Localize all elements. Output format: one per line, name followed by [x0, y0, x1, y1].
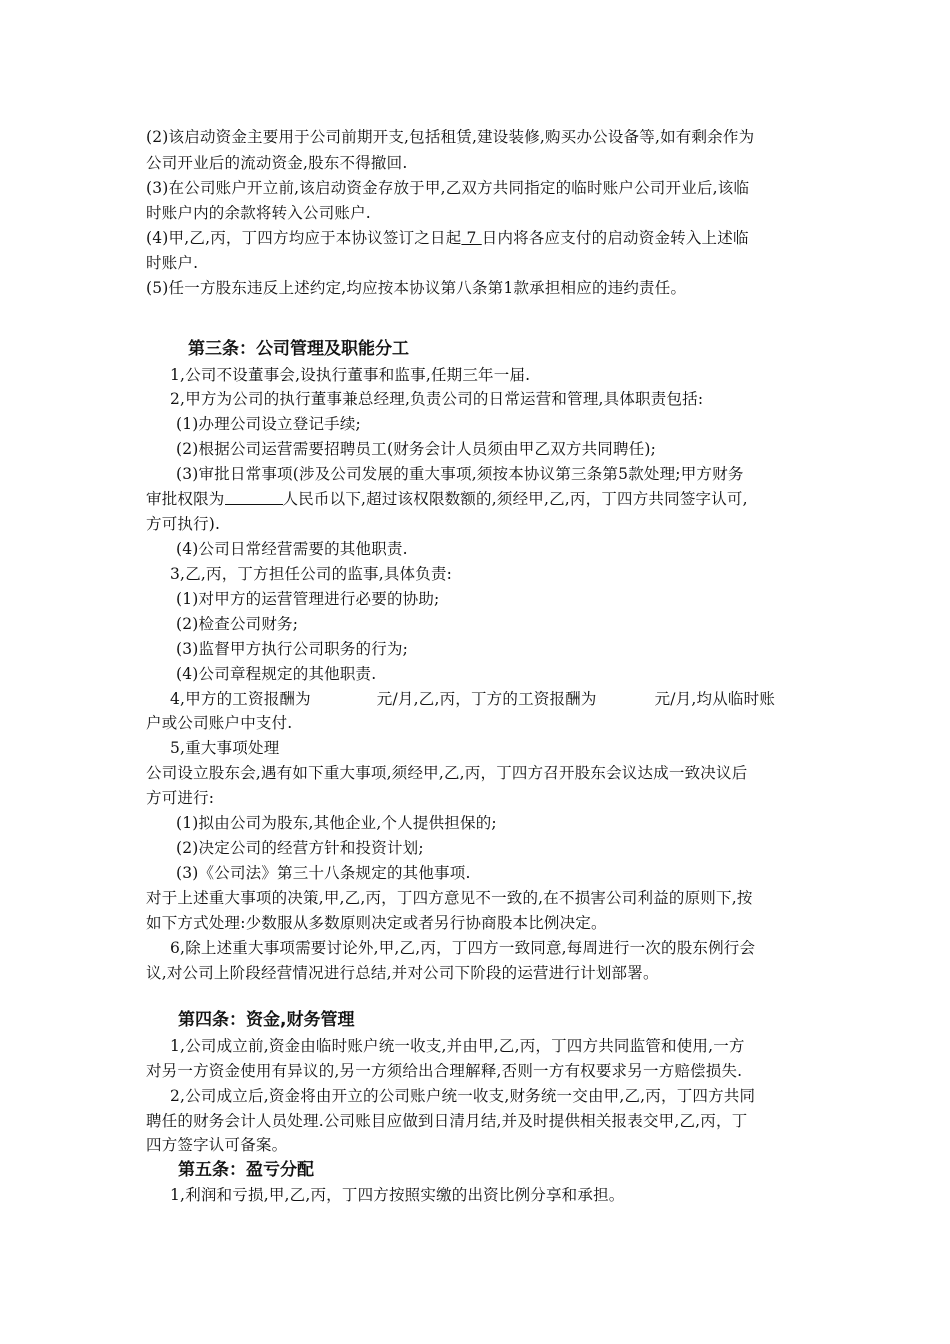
- text-line: (2)该启动资金主要用于公司前期开支,包括租赁,建设装修,购买办公设备等,如有剩余作为: [146, 128, 755, 146]
- text-line: [146, 488, 748, 510]
- text-line: 6,除上述重大事项需要讨论外,甲,乙,丙，丁四方一致同意,每周进行一次的股东例行会: [170, 939, 756, 957]
- text-line: [146, 227, 749, 249]
- text-line: 方可进行:: [146, 789, 215, 807]
- section-heading-4: 第四条：资金,财务管理: [178, 1010, 355, 1030]
- text-line: 5,重大事项处理: [170, 739, 280, 757]
- section-heading-5: 第五条：盈亏分配: [178, 1160, 314, 1180]
- text-line: 方可执行).: [146, 515, 221, 533]
- blank-field: [225, 489, 283, 505]
- text-line: 2,甲方为公司的执行董事兼总经理,负责公司的日常运营和管理,具体职责包括:: [170, 390, 704, 408]
- text-line: (3)在公司账户开立前,该启动资金存放于甲,乙双方共同指定的临时账户公司开业后,该临: [146, 179, 750, 197]
- text-fragment: 审批权限为: [146, 490, 225, 508]
- text-line: 户或公司账户中支付.: [146, 714, 293, 732]
- text-line: (3)审批日常事项(涉及公司发展的重大事项,须按本协议第三条第5款处理;甲方财务: [176, 465, 744, 483]
- text-fragment: 元/月,乙,丙，丁方的工资报酬为: [376, 690, 597, 708]
- text-line: 公司开业后的流动资金,股东不得撤回.: [146, 154, 408, 172]
- text-line: 聘任的财务会计人员处理.公司账目应做到日清月结,并及时提供相关报表交甲,乙,丙，丁: [146, 1112, 748, 1130]
- text-fragment: 4,甲方的工资报酬为: [170, 690, 311, 708]
- days-value: 7: [461, 229, 482, 247]
- text-line: (3)监督甲方执行公司职务的行为;: [176, 640, 409, 658]
- text-line: [170, 688, 775, 710]
- text-line: 时账户内的余款将转入公司账户.: [146, 204, 371, 222]
- text-line: 1,利润和亏损,甲,乙,丙，丁四方按照实缴的出资比例分享和承担。: [170, 1186, 625, 1204]
- text-line: (1)办理公司设立登记手续;: [176, 415, 361, 433]
- section-heading-3: 第三条：公司管理及职能分工: [188, 339, 409, 359]
- text-line: 议,对公司上阶段经营情况进行总结,并对公司下阶段的运营进行计划部署。: [146, 964, 659, 982]
- text-line: 四方签字认可备案。: [146, 1136, 288, 1154]
- text-line: 公司设立股东会,遇有如下重大事项,须经甲,乙,丙，丁四方召开股东会议达成一致决议后: [146, 764, 748, 782]
- text-line: 2,公司成立后,资金将由开立的公司账户统一收支,财务统一交由甲,乙,丙，丁四方共同: [170, 1087, 756, 1105]
- text-fragment: 元/月,均从临时账: [654, 690, 776, 708]
- text-line: (3)《公司法》第三十八条规定的其他事项.: [176, 864, 471, 882]
- text-line: (1)对甲方的运营管理进行必要的协助;: [176, 590, 440, 608]
- text-line: (5)任一方股东违反上述约定,均应按本协议第八条第1款承担相应的违约责任。: [146, 279, 687, 297]
- text-line: 3,乙,丙，丁方担任公司的监事,具体负责:: [170, 565, 453, 583]
- text-fragment: 人民币以下,超过该权限数额的,须经甲,乙,丙，丁四方共同签字认可,: [282, 490, 748, 508]
- text-fragment: (4)甲,乙,丙，丁四方均应于本协议签订之日起: [146, 229, 462, 247]
- text-line: 对于上述重大事项的决策,甲,乙,丙，丁四方意见不一致的,在不损害公司利益的原则下,按: [146, 889, 753, 907]
- text-line: 时账户.: [146, 254, 199, 272]
- text-line: 1,公司成立前,资金由临时账户统一收支,并由甲,乙,丙，丁四方共同监管和使用,一方: [170, 1037, 745, 1055]
- text-line: 1,公司不设董事会,设执行董事和监事,任期三年一届.: [170, 366, 531, 384]
- text-line: (2)检查公司财务;: [176, 615, 299, 633]
- text-line: 如下方式处理:少数服从多数原则决定或者另行协商股本比例决定。: [146, 914, 607, 932]
- text-line: 对另一方资金使用有异议的,另一方须给出合理解释,否则一方有权要求另一方赔偿损失.: [146, 1062, 743, 1080]
- text-line: (4)公司日常经营需要的其他职责.: [176, 540, 408, 558]
- text-line: (2)决定公司的经营方针和投资计划;: [176, 839, 424, 857]
- text-fragment: 日内将各应支付的启动资金转入上述临: [481, 229, 749, 247]
- text-line: (4)公司章程规定的其他职责.: [176, 665, 377, 683]
- text-line: (2)根据公司运营需要招聘员工(财务会计人员须由甲乙双方共同聘任);: [176, 440, 657, 458]
- text-line: (1)拟由公司为股东,其他企业,个人提供担保的;: [176, 814, 497, 832]
